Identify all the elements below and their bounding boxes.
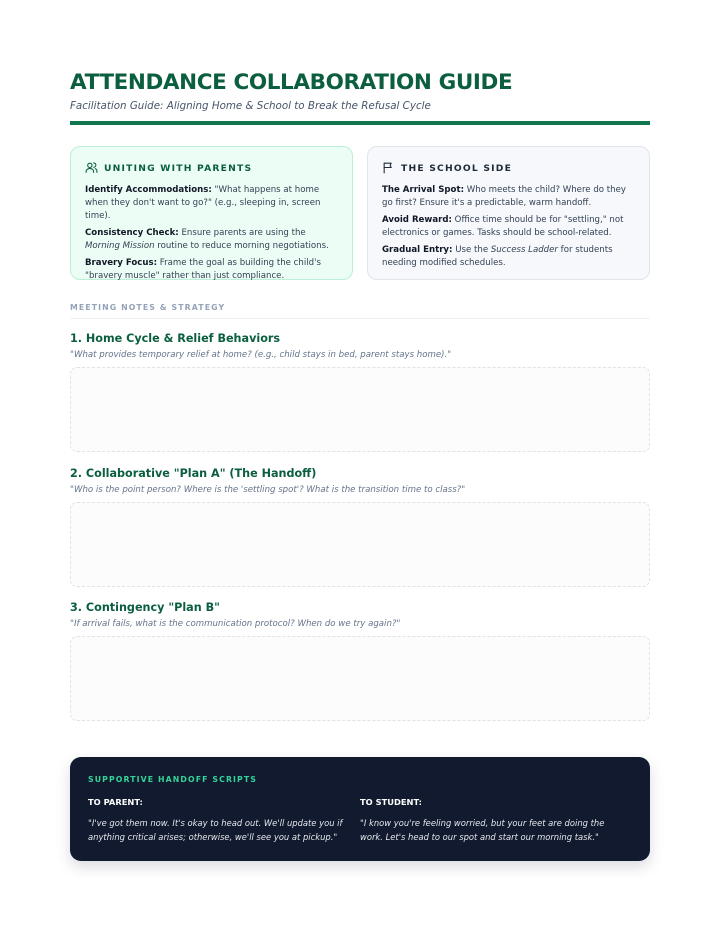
student-script (360, 797, 632, 844)
item-text: Office time should be for "settling," not electronics or games. Tasks should be school-related. (382, 215, 624, 238)
item-term: Identify Accommodations: (85, 185, 212, 195)
card-header (382, 161, 635, 175)
question-block (70, 601, 650, 721)
item-text: Who meets the child? Where do they go first? Ensure it's a predictable, warm handoff. (382, 185, 626, 208)
item-text: "What happens at home when they don't want to go?" (e.g., sleeping in, screen time). (85, 185, 321, 221)
script-heading: TO STUDENT: (360, 797, 422, 807)
scripts-label: SUPPORTIVE HANDOFF SCRIPTS (88, 775, 257, 784)
scripts-columns (88, 797, 632, 844)
script-text: "I know you're feeling worried, but your feet are doing the work. Let's head to our spot and start our morning task." (360, 818, 605, 842)
users-icon (85, 159, 98, 178)
card-item (85, 227, 338, 253)
notes-answer-box[interactable] (70, 367, 650, 452)
question-title: 3. Contingency "Plan B" (70, 601, 220, 614)
handoff-scripts-panel (70, 757, 650, 861)
card-header (85, 161, 338, 175)
question-block (70, 467, 650, 587)
flag-icon (382, 159, 395, 178)
uniting-with-parents-card (70, 146, 353, 280)
page-title: ATTENDANCE COLLABORATION GUIDE (70, 70, 513, 95)
meeting-notes-label: MEETING NOTES & STRATEGY (70, 303, 226, 312)
question-prompt: "Who is the point person? Where is the 'settling spot'? What is the transition time to class?" (70, 485, 466, 495)
item-term: The Arrival Spot: (382, 185, 465, 195)
item-term: Gradual Entry: (382, 245, 453, 255)
script-heading: TO PARENT: (88, 797, 143, 807)
school-side-card (367, 146, 650, 280)
item-text: for students needing modified schedules. (382, 245, 613, 268)
card-label: THE SCHOOL SIDE (401, 162, 513, 174)
notes-answer-box[interactable] (70, 636, 650, 721)
title-divider (70, 121, 650, 125)
card-item (382, 184, 635, 210)
card-item (382, 244, 635, 270)
question-block (70, 332, 650, 452)
page-subtitle: Facilitation Guide: Aligning Home & School to Break the Refusal Cycle (70, 100, 431, 112)
question-prompt: "What provides temporary relief at home? (e.g., child stays in bed, parent stays home)." (70, 350, 452, 360)
card-label: UNITING WITH PARENTS (104, 162, 253, 174)
item-text: routine to reduce morning negotiations. (154, 241, 329, 251)
item-text: Ensure parents are using the (178, 228, 306, 238)
question-prompt: "If arrival fails, what is the communication protocol? When do we try again?" (70, 619, 401, 629)
item-term: Avoid Reward: (382, 215, 452, 225)
card-item (85, 257, 338, 283)
parent-script (88, 797, 360, 844)
item-term: Bravery Focus: (85, 258, 158, 268)
section-divider (70, 318, 650, 319)
notes-answer-box[interactable] (70, 502, 650, 587)
item-term: Consistency Check: (85, 228, 179, 238)
card-item (85, 184, 338, 223)
script-text: "I've got them now. It's okay to head out. We'll update you if anything critical arises; otherwise, we'll see you at pickup." (88, 818, 343, 842)
question-title: 1. Home Cycle & Relief Behaviors (70, 332, 281, 345)
item-text: Use the (452, 245, 491, 255)
item-text: Frame the goal as building the child's "bravery muscle" rather than just compliance. (85, 258, 321, 281)
question-title: 2. Collaborative "Plan A" (The Handoff) (70, 467, 317, 480)
item-emphasis: Success Ladder (490, 245, 558, 255)
card-item (382, 214, 635, 240)
item-emphasis: Morning Mission (85, 241, 155, 251)
